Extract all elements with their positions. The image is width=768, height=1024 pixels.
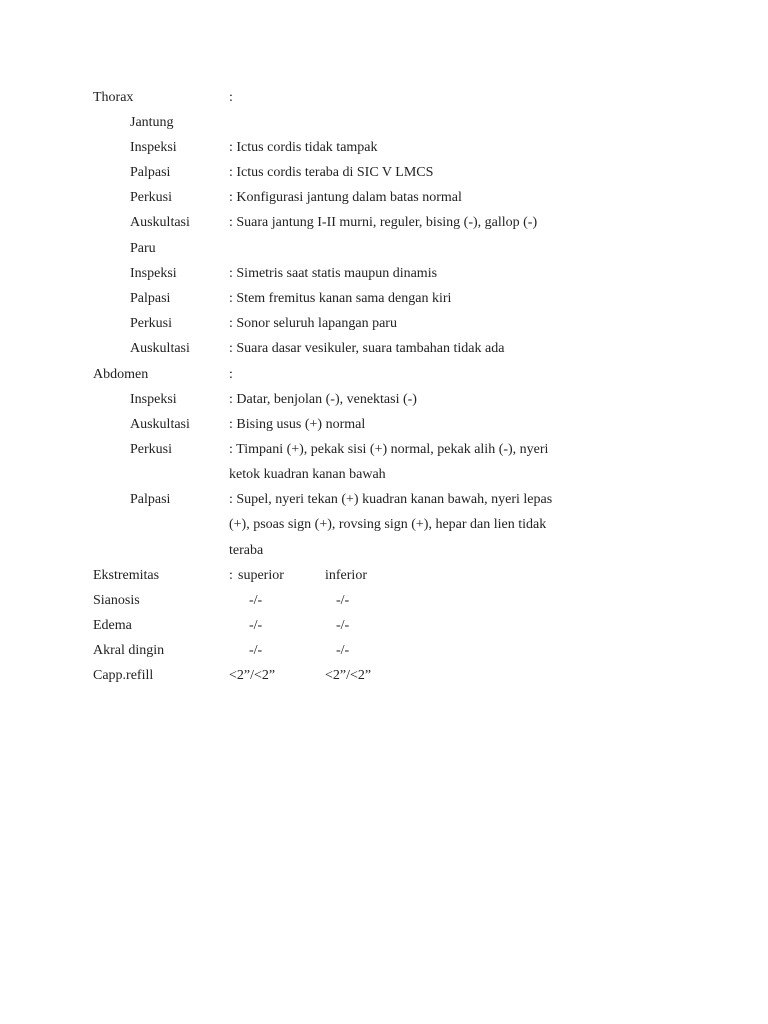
akral-dingin-label: Akral dingin bbox=[93, 643, 165, 658]
paru-inspeksi-label: Inspeksi bbox=[130, 266, 177, 281]
paru-inspeksi-row bbox=[0, 265, 768, 290]
jantung-row bbox=[0, 114, 768, 139]
paru-palpasi-value: : Stem fremitus kanan sama dengan kiri bbox=[229, 291, 452, 306]
paru-auskultasi-label: Auskultasi bbox=[130, 341, 190, 356]
jantung-palpasi-value: : Ictus cordis teraba di SIC V LMCS bbox=[229, 165, 434, 180]
abdomen-palpasi-label: Palpasi bbox=[130, 492, 171, 507]
abdomen-palpasi-value-line-1: : Supel, nyeri tekan (+) kuadran kanan bawah, nyeri lepas bbox=[229, 492, 553, 507]
paru-perkusi-row bbox=[0, 315, 768, 340]
jantung-auskultasi-value: : Suara jantung I-II murni, reguler, bising (-), gallop (-) bbox=[229, 215, 538, 230]
abdomen-perkusi-value-line-2: ketok kuadran kanan bawah bbox=[229, 467, 386, 482]
edema-superior: -/- bbox=[249, 618, 263, 633]
ekstremitas-sianosis-row bbox=[0, 592, 768, 617]
ekstremitas-label: Ekstremitas bbox=[93, 568, 160, 583]
paru-auskultasi-row bbox=[0, 340, 768, 365]
ekstremitas-capp-refill-row bbox=[0, 667, 768, 692]
jantung-perkusi-row bbox=[0, 189, 768, 214]
paru-row bbox=[0, 240, 768, 265]
paru-perkusi-label: Perkusi bbox=[130, 316, 172, 331]
ekstremitas-akral-dingin-row bbox=[0, 642, 768, 667]
paru-auskultasi-value: : Suara dasar vesikuler, suara tambahan tidak ada bbox=[229, 341, 505, 356]
thorax-label: Thorax bbox=[93, 90, 134, 105]
abdomen-auskultasi-row bbox=[0, 416, 768, 441]
jantung-inspeksi-row bbox=[0, 139, 768, 164]
abdomen-label: Abdomen bbox=[93, 367, 149, 382]
ekstremitas-header-superior: superior bbox=[238, 568, 284, 583]
akral-dingin-inferior: -/- bbox=[336, 643, 350, 658]
ekstremitas-row bbox=[0, 567, 768, 592]
paru-label: Paru bbox=[130, 241, 156, 256]
abdomen-row bbox=[0, 366, 768, 391]
capp-refill-superior: <2”/<2” bbox=[229, 668, 276, 683]
abdomen-palpasi-value-line-2: (+), psoas sign (+), rovsing sign (+), hepar dan lien tidak bbox=[229, 517, 547, 532]
thorax-colon: : bbox=[229, 90, 233, 105]
abdomen-inspeksi-value: : Datar, benjolan (-), venektasi (-) bbox=[229, 392, 417, 407]
abdomen-palpasi-row bbox=[0, 491, 768, 516]
jantung-palpasi-row bbox=[0, 164, 768, 189]
paru-palpasi-label: Palpasi bbox=[130, 291, 171, 306]
abdomen-inspeksi-label: Inspeksi bbox=[130, 392, 177, 407]
abdomen-palpasi-value-line-3: teraba bbox=[229, 543, 264, 558]
thorax-row bbox=[0, 89, 768, 114]
abdomen-colon: : bbox=[229, 367, 233, 382]
abdomen-auskultasi-label: Auskultasi bbox=[130, 417, 190, 432]
ekstremitas-edema-row bbox=[0, 617, 768, 642]
jantung-label: Jantung bbox=[130, 115, 174, 130]
sianosis-superior: -/- bbox=[249, 593, 263, 608]
capp-refill-inferior: <2”/<2” bbox=[325, 668, 372, 683]
abdomen-perkusi-label: Perkusi bbox=[130, 442, 172, 457]
paru-inspeksi-value: : Simetris saat statis maupun dinamis bbox=[229, 266, 438, 281]
abdomen-inspeksi-row bbox=[0, 391, 768, 416]
jantung-inspeksi-label: Inspeksi bbox=[130, 140, 177, 155]
ekstremitas-colon: : bbox=[229, 568, 233, 583]
abdomen-auskultasi-value: : Bising usus (+) normal bbox=[229, 417, 366, 432]
abdomen-palpasi-continuation-row-2 bbox=[0, 542, 768, 567]
akral-dingin-superior: -/- bbox=[249, 643, 263, 658]
abdomen-palpasi-continuation-row-1 bbox=[0, 516, 768, 541]
paru-perkusi-value: : Sonor seluruh lapangan paru bbox=[229, 316, 397, 331]
jantung-inspeksi-value: : Ictus cordis tidak tampak bbox=[229, 140, 378, 155]
edema-label: Edema bbox=[93, 618, 132, 633]
capp-refill-label: Capp.refill bbox=[93, 668, 154, 683]
sianosis-label: Sianosis bbox=[93, 593, 140, 608]
jantung-palpasi-label: Palpasi bbox=[130, 165, 171, 180]
paru-palpasi-row bbox=[0, 290, 768, 315]
jantung-auskultasi-row bbox=[0, 214, 768, 239]
abdomen-perkusi-row bbox=[0, 441, 768, 466]
ekstremitas-header-inferior: inferior bbox=[325, 568, 367, 583]
jantung-perkusi-label: Perkusi bbox=[130, 190, 172, 205]
jantung-perkusi-value: : Konfigurasi jantung dalam batas normal bbox=[229, 190, 462, 205]
abdomen-perkusi-value-line-1: : Timpani (+), pekak sisi (+) normal, pekak alih (-), nyeri bbox=[229, 442, 549, 457]
sianosis-inferior: -/- bbox=[336, 593, 350, 608]
abdomen-perkusi-continuation-row bbox=[0, 466, 768, 491]
edema-inferior: -/- bbox=[336, 618, 350, 633]
jantung-auskultasi-label: Auskultasi bbox=[130, 215, 190, 230]
